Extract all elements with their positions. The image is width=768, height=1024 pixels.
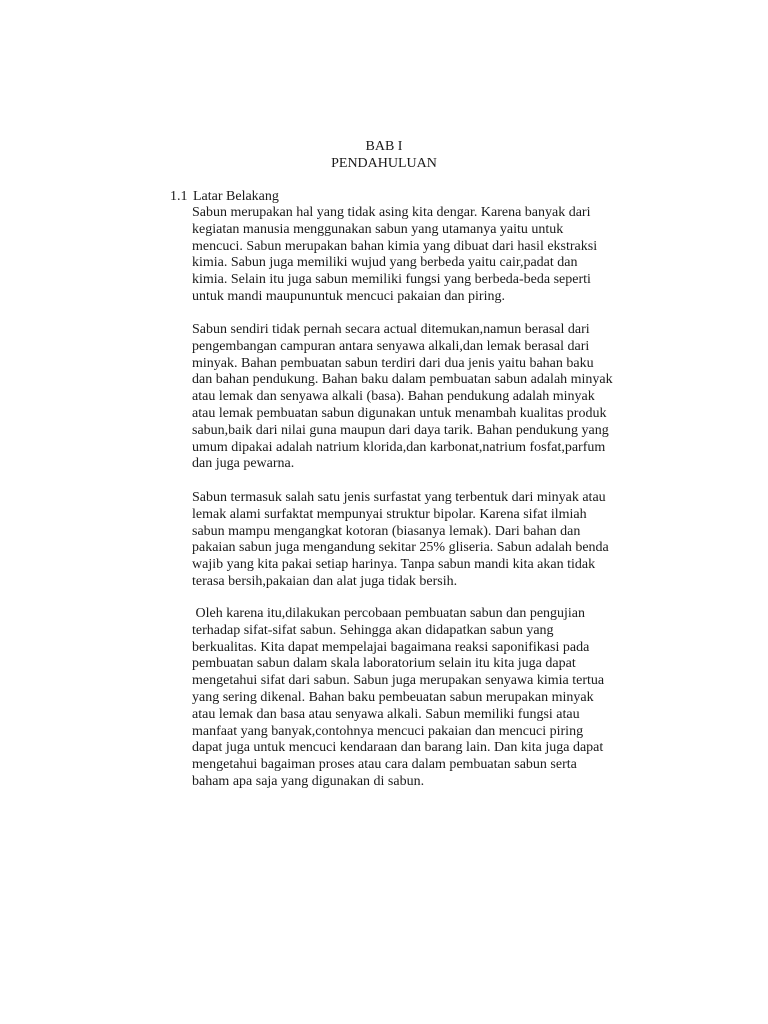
paragraph-line: mengetahui bagaiman proses atau cara dalam pembuatan sabun serta: [192, 757, 577, 773]
paragraph-line: mengetahui sifat dari sabun. Sabun juga merupakan senyawa kimia tertua: [192, 673, 605, 689]
paragraph-line: kimia. Sabun juga memiliki wujud yang berbeda yaitu cair,padat dan: [192, 255, 578, 271]
paragraph-line: pengembangan campuran antara senyawa alkali,dan lemak berasal dari: [192, 338, 590, 354]
paragraph-line: kimia. Selain itu juga sabun memiliki fungsi yang berbeda-beda seperti: [192, 272, 591, 288]
paragraph-line: dan bahan pendukung. Bahan baku dalam pembuatan sabun adalah minyak: [192, 372, 613, 388]
paragraph-line: yang sering dikenal. Bahan baku pembeuatan sabun merupakan minyak: [192, 689, 594, 705]
paragraph-line: berkualitas. Kita dapat mempelajai bagaimana reaksi saponifikasi pada: [192, 639, 590, 655]
paragraph-line: sabun,baik dari nilai guna maupun dari daya tarik. Bahan pendukung yang: [192, 422, 609, 438]
paragraph-line: terhadap sifat-sifat sabun. Sehingga akan didapatkan sabun yang: [192, 622, 554, 638]
paragraph-line: sabun mampu mengangkat kotoran (biasanya lemak). Dari bahan dan: [192, 523, 581, 539]
paragraph-line: wajib yang kita pakai setiap harinya. Tanpa sabun mandi kita akan tidak: [192, 557, 596, 573]
paragraph-line: manfaat yang banyak,contohnya mencuci pakaian dan mencuci piring: [192, 723, 584, 739]
paragraph-2: [192, 322, 613, 473]
chapter-title: PENDAHULUAN: [331, 156, 437, 171]
paragraph-line: pakaian sabun juga mengandung sekitar 25% gliseria. Sabun adalah benda: [192, 540, 609, 556]
paragraph-line: Sabun sendiri tidak pernah secara actual ditemukan,namun berasal dari: [192, 322, 590, 337]
section-number: 1.1: [170, 189, 188, 204]
paragraph-line: atau lemak pembuatan sabun digunakan untuk menambah kualitas produk: [192, 405, 607, 421]
paragraph-line: umum dipakai adalah natrium klorida,dan karbonat,natrium fosfat,parfum: [192, 439, 606, 455]
paragraph-line: terasa bersih,pakaian dan alat juga tidak bersih.: [192, 573, 458, 589]
paragraph-line: kegiatan manusia menggunakan sabun yang utamanya yaitu untuk: [192, 221, 564, 237]
paragraph-line: untuk mandi maupununtuk mencuci pakaian dan piring.: [192, 288, 505, 304]
chapter-label: BAB I: [365, 139, 403, 154]
paragraph-1: [192, 205, 597, 306]
paragraph-line: baham apa saja yang digunakan di sabun.: [192, 773, 425, 789]
paragraph-line: mencuci. Sabun merupakan bahan kimia yang dibuat dari hasil ekstraksi: [192, 238, 598, 254]
paragraph-line: dan juga pewarna.: [192, 456, 295, 472]
paragraph-line: Sabun merupakan hal yang tidak asing kita dengar. Karena banyak dari: [192, 205, 591, 220]
paragraph-line: atau lemak dan senyawa alkali (basa). Bahan pendukung adalah minyak: [192, 389, 595, 405]
paragraph-line: pembuatan sabun dalam skala laboratorium selain itu kita juga dapat: [192, 656, 576, 672]
paragraph-line: minyak. Bahan pembuatan sabun terdiri dari dua jenis yaitu bahan baku: [192, 355, 594, 371]
paragraph-line: atau lemak dan basa atau senyawa alkali. Sabun memiliki fungsi atau: [192, 706, 580, 722]
paragraph-line: Sabun termasuk salah satu jenis surfastat yang terbentuk dari minyak atau: [192, 490, 606, 505]
paragraph-line: dapat juga untuk mencuci kendaraan dan barang lain. Dan kita juga dapat: [192, 740, 604, 756]
paragraph-line: lemak alami surfaktat mempunyai struktur bipolar. Karena sifat ilmiah: [192, 506, 587, 522]
paragraph-3: [192, 490, 609, 591]
section-title: Latar Belakang: [193, 189, 279, 204]
paragraph-line: Oleh karena itu,dilakukan percobaan pembuatan sabun dan pengujian: [192, 606, 586, 621]
paragraph-4: [192, 606, 604, 791]
